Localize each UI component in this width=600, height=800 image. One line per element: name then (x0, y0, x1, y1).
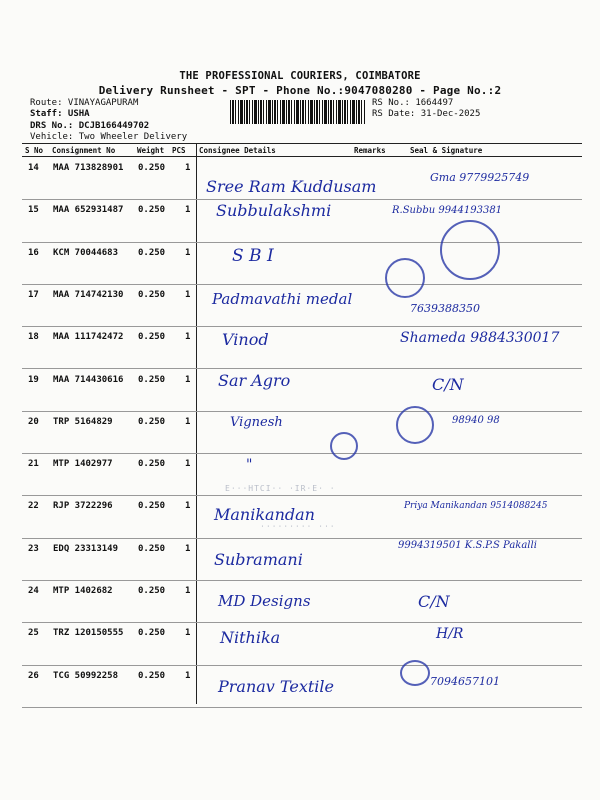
row-weight: 0.250 (138, 332, 166, 343)
row-consignment: MAA 111742472 (53, 332, 124, 343)
row-weight: 0.250 (138, 628, 166, 639)
row-sno: 25 (28, 628, 39, 639)
table-row (0, 326, 600, 368)
route-label: Route: VINAYAGAPURAM (30, 98, 139, 108)
row-pcs: 1 (185, 416, 191, 427)
row-weight: 0.250 (138, 586, 166, 596)
row-signature-handwritten: 7094657101 (430, 674, 500, 688)
row-consignment: TCG 50992258 (53, 670, 119, 681)
row-signature-handwritten: R.Subbu 9944193381 (392, 205, 503, 217)
signature-scribble-3 (400, 660, 430, 686)
row-pcs: 1 (185, 289, 191, 300)
row-pcs: 1 (185, 459, 191, 470)
row-weight: 0.250 (138, 163, 166, 173)
table-row (0, 495, 600, 537)
row-consignee-handwritten: S B I (232, 245, 274, 266)
row-signature-handwritten: Shameda 9884330017 (400, 330, 560, 347)
seal-stamp (440, 220, 500, 280)
row-consignee-handwritten: Vinod (222, 330, 269, 350)
row-signature-handwritten: C/N (432, 374, 464, 394)
table-row (0, 411, 600, 453)
row-consignee-handwritten: Sar Agro (218, 370, 291, 390)
row-sno: 17 (28, 289, 39, 300)
col-weight: Weight (137, 146, 165, 155)
row-sno: 22 (28, 501, 39, 512)
row-weight: 0.250 (138, 205, 166, 216)
row-consignment: EDQ 23313149 (53, 543, 119, 554)
row-signature-handwritten: Gma 9779925749 (430, 171, 530, 184)
row-weight: 0.250 (138, 374, 166, 385)
row-signature-handwritten: 9994319501 K.S.P.S Pakalli (398, 539, 537, 551)
row-weight: 0.250 (138, 543, 166, 554)
barcode (230, 100, 366, 124)
row-consignment: TRP 5164829 (53, 416, 113, 427)
row-consignee-handwritten: Subbulakshmi (216, 201, 332, 221)
faint-stamp-text-2: ⋅⋅⋅⋅⋅⋅⋅⋅⋅ ⋅⋅⋅ (260, 522, 336, 531)
row-pcs: 1 (185, 628, 191, 639)
row-consignment: MAA 714742130 (53, 289, 124, 300)
row-signature-handwritten: 7639388350 (410, 301, 480, 315)
table-row (0, 369, 600, 411)
row-consignment: MAA 714430616 (53, 374, 124, 385)
col-consignment: Consignment No (52, 146, 116, 155)
row-pcs: 1 (185, 374, 191, 385)
row-consignment: MAA 652931487 (53, 205, 124, 216)
row-consignee-handwritten: Subramani (214, 549, 303, 569)
row-weight: 0.250 (138, 501, 166, 512)
signature-scribble-2 (330, 432, 358, 460)
rs-date: RS Date: 31-Dec-2025 (372, 109, 481, 119)
row-consignment: MTP 1402682 (53, 586, 113, 596)
row-pcs: 1 (185, 586, 191, 596)
col-remarks: Remarks (354, 146, 386, 155)
row-weight: 0.250 (138, 459, 166, 470)
row-pcs: 1 (185, 670, 191, 681)
row-consignee-handwritten: " (246, 457, 253, 474)
row-signature-handwritten: H/R (436, 626, 464, 643)
runsheet-subtitle: Delivery Runsheet - SPT - Phone No.:9047080280 - Page No.:2 (98, 84, 502, 97)
staff-label: Staff: USHA (30, 109, 90, 119)
row-signature-handwritten: Priya Manikandan 9514088245 (404, 501, 548, 512)
row-consignment: MTP 1402977 (53, 459, 113, 470)
row-signature-handwritten: C/N (418, 592, 450, 611)
table-row (0, 284, 600, 326)
row-pcs: 1 (185, 247, 191, 258)
row-consignee-handwritten: Nithika (220, 628, 281, 648)
vehicle-label: Vehicle: Two Wheeler Delivery (30, 132, 188, 142)
row-sno: 26 (28, 670, 39, 681)
table-row (0, 580, 600, 622)
row-weight: 0.250 (138, 289, 166, 300)
col-pcs: PCS (172, 146, 186, 155)
row-pcs: 1 (185, 501, 191, 512)
col-sno: S No (25, 146, 44, 155)
row-consignee-handwritten: MD Designs (218, 592, 311, 610)
row-pcs: 1 (185, 205, 191, 216)
row-sno: 14 (28, 163, 39, 173)
row-pcs: 1 (185, 543, 191, 554)
table-row (0, 622, 600, 664)
row-divider (22, 707, 582, 708)
seal-stamp-small (385, 258, 425, 298)
row-consignment: MAA 713828901 (53, 163, 124, 173)
table-row (0, 199, 600, 241)
row-weight: 0.250 (138, 670, 166, 681)
row-sno: 20 (28, 416, 39, 427)
signature-scribble (396, 406, 434, 444)
row-consignment: RJP 3722296 (53, 501, 113, 512)
company-title: THE PROFESSIONAL COURIERS, COIMBATORE (179, 70, 421, 82)
col-seal: Seal & Signature (410, 146, 483, 155)
faint-stamp-text: E⋅⋅⋅HTCI⋅⋅ ⋅IR⋅E⋅ ⋅ (225, 484, 336, 493)
table-row (0, 665, 600, 707)
row-weight: 0.250 (138, 247, 166, 258)
rs-number: RS No.: 1664497 (372, 98, 454, 108)
table-row (0, 157, 600, 199)
row-sno: 23 (28, 543, 39, 554)
row-consignment: TRZ 120150555 (53, 628, 124, 639)
row-consignee-handwritten: Pranav Textile (218, 676, 334, 696)
table-row (0, 242, 600, 284)
row-consignee-handwritten: Padmavathi medal (212, 289, 353, 308)
col-consignee: Consignee Details (199, 146, 276, 155)
row-sno: 21 (28, 459, 39, 470)
row-sno: 18 (28, 332, 39, 343)
row-pcs: 1 (185, 163, 191, 173)
row-sno: 24 (28, 586, 39, 596)
table-row (0, 538, 600, 580)
row-pcs: 1 (185, 332, 191, 343)
row-weight: 0.250 (138, 416, 166, 427)
drs-label: DRS No.: DCJB166449702 (30, 121, 150, 131)
table-top-rule (22, 143, 582, 144)
row-consignment: KCM 70044683 (53, 247, 119, 258)
row-sno: 15 (28, 205, 39, 216)
row-consignee-handwritten: Sree Ram Kuddusam (206, 177, 377, 196)
row-consignee-handwritten: Vignesh (230, 414, 283, 430)
row-sno: 19 (28, 374, 39, 385)
row-consignee-handwritten: Manikandan (214, 505, 315, 525)
row-sno: 16 (28, 247, 39, 258)
row-signature-handwritten: 98940 98 (452, 414, 500, 426)
